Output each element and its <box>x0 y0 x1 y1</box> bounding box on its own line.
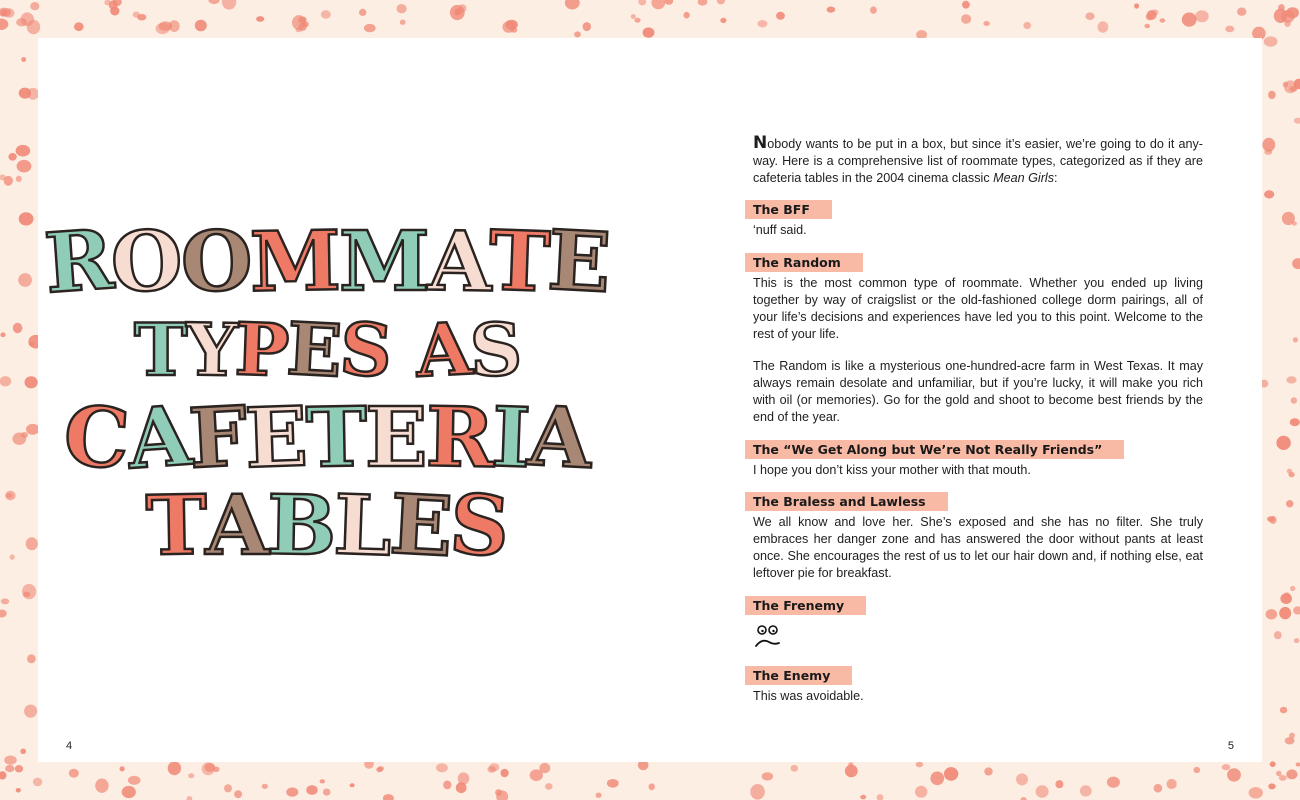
title-letter: E <box>285 305 345 394</box>
intro-paragraph <box>753 135 1203 186</box>
title-letter: A <box>413 305 475 394</box>
worried-face-icon <box>753 622 783 652</box>
section-heading: The “We Get Along but We’re Not Really Friends” <box>745 440 1124 459</box>
title-line <box>98 306 558 394</box>
drop-cap: N <box>753 133 768 153</box>
title-letter: T <box>145 477 209 575</box>
title-letter: E <box>365 390 428 486</box>
section-heading: The Braless and Lawless <box>745 492 948 511</box>
section-paragraph: We all know and love her. She’s exposed and she has no filter. She truly embraces her danger zone and has answered the door without pants at least once. She encourages the rest of us to let our hair down and, if nothing else, eat leftover pie for breakfast. <box>753 515 1203 580</box>
section-heading: The Random <box>745 253 863 272</box>
section-enemy <box>753 666 1203 705</box>
title-letter: A <box>124 387 195 489</box>
title-letter: S <box>447 476 513 576</box>
title-letter: S <box>468 306 524 393</box>
title-line <box>41 211 614 313</box>
section-paragraph: This is the most common type of roommate. Whether you ended up living together by way of craigslist or the old-fashioned college dorm pairings, all of your life’s decisions and experiences have led you to this point. Welcome to the rest of your life. <box>753 276 1203 341</box>
section-bff <box>753 200 1203 239</box>
page-number-left: 4 <box>66 740 73 752</box>
section-paragraph: The Random is like a mysterious one-hundred-acre farm in West Texas. It may always remain desolate and unfamiliar, but if you’re lucky, it will make you rich with oil (or memories). Go for the gold and shoot to become best friends by the end of the year. <box>753 359 1203 424</box>
intro-text-end: : <box>1054 170 1058 185</box>
right-page-text <box>753 135 1203 704</box>
section-paragraph: ‘nuff said. <box>753 223 807 238</box>
title-letter: T <box>134 307 188 392</box>
title-letter: C <box>61 387 133 489</box>
title-letter: B <box>266 477 338 575</box>
title-letter: R <box>41 211 117 313</box>
title-letter: E <box>243 388 310 488</box>
title-letter: L <box>332 477 394 575</box>
title-letter: I <box>490 389 532 487</box>
section-paragraph: I hope you don’t kiss your mother with that mouth. <box>753 462 1031 477</box>
intro-text: obody wants to be put in a box, but since it’s easier, we’re going to do it anyway. Here is a comprehensive list of roommate types, categorized as if they are cafeteria tables in the 2004 cinema classic <box>753 137 1203 185</box>
title-letter: T <box>305 389 368 487</box>
section-paragraph: This was avoidable. <box>753 688 864 703</box>
section-heading: The Enemy <box>745 666 852 685</box>
title-letter: M <box>249 213 342 311</box>
section-heading: The Frenemy <box>745 596 866 615</box>
section-frenemy <box>753 596 1203 652</box>
title-letter: E <box>545 212 614 312</box>
section-heading: The BFF <box>745 200 832 219</box>
title-letter: F <box>186 388 250 488</box>
section-random <box>753 253 1203 425</box>
page-number-right: 5 <box>1227 740 1234 752</box>
title-line <box>61 387 595 489</box>
title-letter: M <box>338 214 430 310</box>
chapter-title <box>41 211 614 576</box>
title-line <box>98 476 558 576</box>
title-letter: A <box>205 478 269 574</box>
title-letter: A <box>525 388 595 488</box>
title-letter: R <box>424 389 495 487</box>
title-letter: Y <box>184 306 238 393</box>
title-letter: O <box>179 212 254 312</box>
title-letter: E <box>387 476 455 576</box>
title-letter: T <box>487 212 553 312</box>
section-braless-lawless <box>753 492 1203 581</box>
title-letter: A <box>426 213 493 311</box>
section-not-really-friends <box>753 440 1203 479</box>
title-letter: P <box>233 306 291 393</box>
movie-title: Mean Girls <box>993 170 1055 185</box>
title-letter: S <box>337 305 395 394</box>
title-letter: O <box>108 212 186 312</box>
book-spread <box>38 38 1262 762</box>
